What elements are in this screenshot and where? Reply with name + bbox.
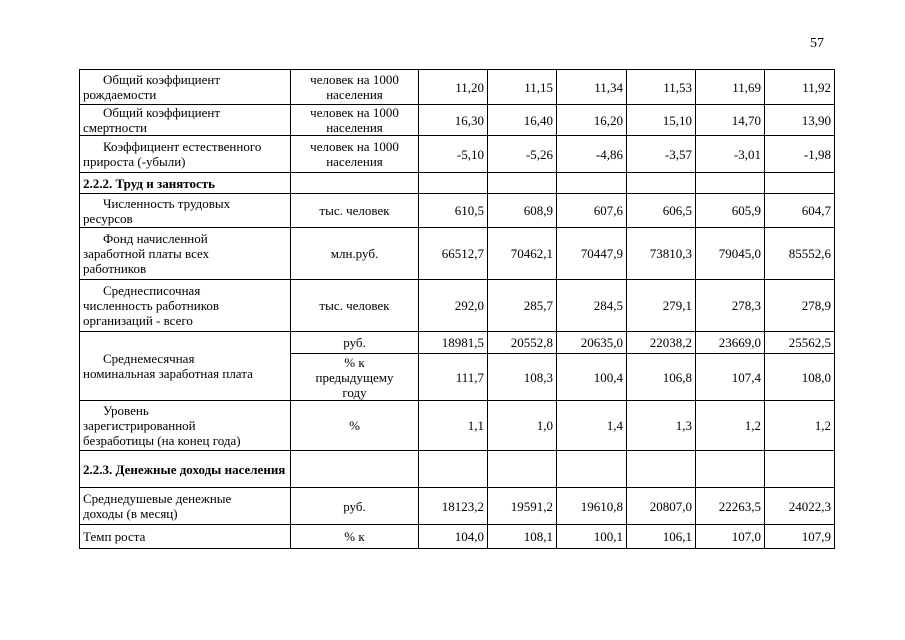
section-title: 2.2.3. Денежные доходы населения — [80, 451, 291, 488]
value-cell: 11,20 — [419, 70, 488, 105]
table-row — [80, 332, 835, 354]
indicator-cell — [80, 280, 291, 332]
value-cell: 14,70 — [696, 105, 765, 136]
value-cell: -1,98 — [765, 136, 835, 173]
cell-text: млн.руб. — [330, 246, 379, 261]
value-cell: 13,90 — [765, 105, 835, 136]
cell-text: доходы (в месяц) — [83, 506, 178, 521]
table-row — [80, 525, 835, 549]
cell-text: человек на 1000 — [310, 139, 399, 154]
value-cell: 66512,7 — [419, 228, 488, 280]
unit-cell — [291, 488, 419, 525]
indicator-cell — [80, 332, 291, 401]
empty-cell — [419, 173, 488, 194]
value-cell: 107,9 — [765, 525, 835, 549]
value-cell: 11,53 — [627, 70, 696, 105]
value-cell: 1,1 — [419, 401, 488, 451]
statistics-table — [79, 69, 835, 549]
cell-text: номинальная заработная плата — [83, 366, 253, 381]
value-cell: 22263,5 — [696, 488, 765, 525]
value-cell: 606,5 — [627, 194, 696, 228]
value-cell: 25562,5 — [765, 332, 835, 354]
value-cell: 108,1 — [488, 525, 557, 549]
value-cell: 605,9 — [696, 194, 765, 228]
cell-text: человек на 1000 — [310, 72, 399, 87]
value-cell: 108,0 — [765, 354, 835, 401]
cell-text: населения — [326, 120, 383, 135]
cell-text: Коэффициент естественного — [103, 139, 262, 154]
unit-cell — [291, 525, 419, 549]
unit-cell — [291, 70, 419, 105]
value-cell: 11,15 — [488, 70, 557, 105]
cell-text: Фонд начисленной — [103, 231, 208, 246]
cell-text: работников — [83, 261, 147, 276]
table-row — [80, 70, 835, 105]
value-cell: 11,92 — [765, 70, 835, 105]
section-title: 2.2.2. Труд и занятость — [80, 173, 291, 194]
value-cell: -3,01 — [696, 136, 765, 173]
value-cell: -5,10 — [419, 136, 488, 173]
value-cell: 70447,9 — [557, 228, 627, 280]
cell-text: рождаемости — [83, 87, 157, 102]
cell-text: Уровень — [103, 403, 149, 418]
indicator-cell — [80, 228, 291, 280]
cell-text: Среднемесячная — [103, 351, 195, 366]
cell-text: населения — [326, 154, 383, 169]
value-cell: 604,7 — [765, 194, 835, 228]
section-row — [80, 173, 835, 194]
value-cell: 100,4 — [557, 354, 627, 401]
value-cell: 20635,0 — [557, 332, 627, 354]
value-cell: 278,9 — [765, 280, 835, 332]
cell-text: Среднесписочная — [103, 283, 201, 298]
value-cell: 111,7 — [419, 354, 488, 401]
value-cell: 285,7 — [488, 280, 557, 332]
cell-text: ресурсов — [83, 210, 133, 226]
value-cell: 11,34 — [557, 70, 627, 105]
value-cell: 15,10 — [627, 105, 696, 136]
indicator-cell — [80, 525, 291, 549]
page-number: 57 — [810, 36, 824, 51]
value-cell: 19591,2 — [488, 488, 557, 525]
table-row — [80, 401, 835, 451]
empty-cell — [765, 173, 835, 194]
empty-cell — [488, 451, 557, 488]
value-cell: 1,2 — [765, 401, 835, 451]
value-cell: -3,57 — [627, 136, 696, 173]
table-row — [80, 105, 835, 136]
cell-text: Общий коэффициент — [103, 105, 221, 120]
value-cell: 104,0 — [419, 525, 488, 549]
cell-text: предыдущему — [315, 369, 394, 385]
value-cell: 11,69 — [696, 70, 765, 105]
empty-cell — [696, 173, 765, 194]
cell-text: тыс. человек — [319, 203, 390, 218]
cell-text: Общий коэффициент — [103, 72, 221, 87]
empty-cell — [627, 451, 696, 488]
value-cell: 607,6 — [557, 194, 627, 228]
value-cell: -5,26 — [488, 136, 557, 173]
value-cell: 20807,0 — [627, 488, 696, 525]
indicator-cell — [80, 105, 291, 136]
cell-text: Темп роста — [83, 529, 146, 544]
empty-cell — [627, 173, 696, 194]
value-cell: 292,0 — [419, 280, 488, 332]
value-cell: 100,1 — [557, 525, 627, 549]
value-cell: 1,4 — [557, 401, 627, 451]
cell-text: численность работников — [83, 298, 219, 313]
empty-cell — [557, 451, 627, 488]
cell-text: смертности — [83, 120, 147, 135]
empty-cell — [291, 173, 419, 194]
value-cell: 18123,2 — [419, 488, 488, 525]
value-cell: 608,9 — [488, 194, 557, 228]
cell-text: населения — [326, 87, 383, 102]
unit-cell — [291, 105, 419, 136]
value-cell: 107,0 — [696, 525, 765, 549]
empty-cell — [765, 451, 835, 488]
cell-text: безработицы (на конец года) — [83, 433, 241, 448]
value-cell: 106,8 — [627, 354, 696, 401]
cell-text: % — [349, 418, 360, 433]
value-cell: 610,5 — [419, 194, 488, 228]
value-cell: 19610,8 — [557, 488, 627, 525]
value-cell: 16,30 — [419, 105, 488, 136]
section-row — [80, 451, 835, 488]
value-cell: 1,0 — [488, 401, 557, 451]
cell-text: заработной платы всех — [83, 246, 210, 261]
cell-text: человек на 1000 — [310, 105, 399, 120]
indicator-cell — [80, 401, 291, 451]
empty-cell — [488, 173, 557, 194]
unit-cell — [291, 194, 419, 228]
empty-cell — [696, 451, 765, 488]
cell-text: % к — [344, 529, 365, 544]
value-cell: -4,86 — [557, 136, 627, 173]
indicator-cell — [80, 488, 291, 525]
table-row — [80, 228, 835, 280]
empty-cell — [419, 451, 488, 488]
table-row — [80, 488, 835, 525]
unit-cell — [291, 401, 419, 451]
value-cell: 16,40 — [488, 105, 557, 136]
cell-text: организаций - всего — [83, 313, 193, 328]
value-cell: 1,3 — [627, 401, 696, 451]
cell-text: Численность трудовых — [103, 195, 231, 211]
table-row — [80, 280, 835, 332]
value-cell: 1,2 — [696, 401, 765, 451]
table-row — [80, 136, 835, 173]
value-cell: 18981,5 — [419, 332, 488, 354]
value-cell: 279,1 — [627, 280, 696, 332]
indicator-cell — [80, 194, 291, 228]
value-cell: 278,3 — [696, 280, 765, 332]
value-cell: 108,3 — [488, 354, 557, 401]
cell-text: руб. — [343, 498, 366, 514]
value-cell: 20552,8 — [488, 332, 557, 354]
empty-cell — [557, 173, 627, 194]
table-row — [80, 194, 835, 228]
cell-text: руб. — [343, 335, 366, 350]
value-cell: 22038,2 — [627, 332, 696, 354]
cell-text: прироста (-убыли) — [83, 154, 186, 169]
value-cell: 79045,0 — [696, 228, 765, 280]
cell-text: зарегистрированной — [83, 418, 196, 433]
unit-cell — [291, 354, 419, 401]
cell-text: тыс. человек — [319, 298, 390, 313]
value-cell: 16,20 — [557, 105, 627, 136]
unit-cell — [291, 136, 419, 173]
value-cell: 85552,6 — [765, 228, 835, 280]
indicator-cell — [80, 136, 291, 173]
empty-cell — [291, 451, 419, 488]
cell-text: Среднедушевые денежные — [83, 491, 232, 506]
cell-text: % к — [344, 354, 365, 370]
value-cell: 70462,1 — [488, 228, 557, 280]
value-cell: 23669,0 — [696, 332, 765, 354]
value-cell: 24022,3 — [765, 488, 835, 525]
value-cell: 106,1 — [627, 525, 696, 549]
value-cell: 107,4 — [696, 354, 765, 401]
unit-cell — [291, 280, 419, 332]
unit-cell — [291, 332, 419, 354]
value-cell: 284,5 — [557, 280, 627, 332]
indicator-cell — [80, 70, 291, 105]
cell-text: году — [342, 384, 367, 400]
unit-cell — [291, 228, 419, 280]
value-cell: 73810,3 — [627, 228, 696, 280]
